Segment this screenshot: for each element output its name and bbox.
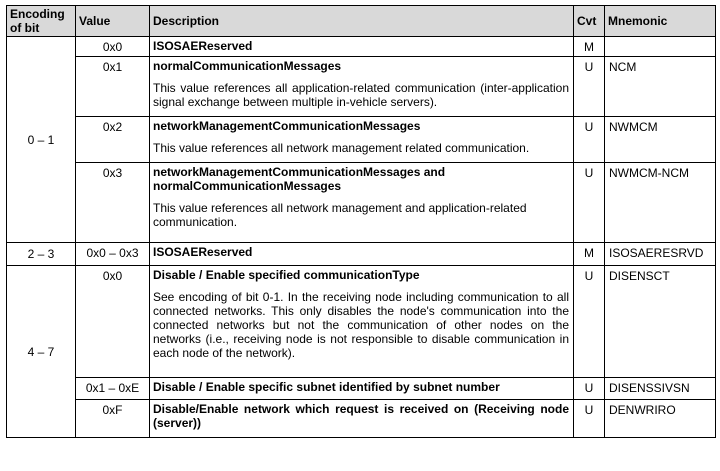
description-cell — [150, 243, 574, 266]
table-row — [7, 400, 716, 438]
description-title: normalCommunicationMessages — [153, 59, 342, 73]
description-cell — [150, 37, 574, 57]
mnemonic-cell: NCM — [605, 57, 716, 117]
description-cell — [150, 378, 574, 400]
mnemonic-cell: DISENSCT — [605, 266, 716, 378]
value-cell: 0xF — [76, 400, 150, 438]
cvt-cell: U — [574, 117, 605, 163]
cvt-cell: U — [574, 163, 605, 243]
value-cell: 0x0 — [76, 37, 150, 57]
header-encoding: Encoding of bit — [7, 6, 76, 37]
description-text: This value references all network management and application-related communication. — [153, 201, 527, 229]
mnemonic-cell: ISOSAERESRVD — [605, 243, 716, 266]
cvt-cell: U — [574, 57, 605, 117]
description-text: This value references all application-related communication (inter-application signal exchange between multiple in-vehicle servers). — [153, 81, 569, 109]
header-row — [7, 6, 716, 37]
description-title: Disable/Enable network which request is received on (Receiving node (server)) — [153, 402, 569, 430]
header-cvt: Cvt — [574, 6, 605, 37]
cvt-cell: U — [574, 378, 605, 400]
header-value: Value — [76, 6, 150, 37]
description-cell — [150, 163, 574, 243]
mnemonic-cell: NWMCM — [605, 117, 716, 163]
description-title: ISOSAEReserved — [153, 39, 253, 53]
encoding-table — [6, 5, 716, 438]
value-cell: 0x0 — [76, 266, 150, 378]
value-cell: 0x0 – 0x3 — [76, 243, 150, 266]
mnemonic-cell: DENWRIRO — [605, 400, 716, 438]
cvt-cell: U — [574, 400, 605, 438]
bit-encoding-cell: 4 – 7 — [7, 266, 76, 438]
description-cell — [150, 266, 574, 378]
header-description: Description — [150, 6, 574, 37]
encoding-table-container — [6, 5, 716, 438]
description-title: networkManagementCommunicationMessages — [153, 119, 421, 133]
description-title: Disable / Enable specified communicationType — [153, 268, 420, 282]
value-cell: 0x2 — [76, 117, 150, 163]
bit-encoding-cell: 0 – 1 — [7, 37, 76, 243]
table-row — [7, 57, 716, 117]
bit-encoding-cell: 2 – 3 — [7, 243, 76, 266]
table-row — [7, 163, 716, 243]
cvt-cell: M — [574, 37, 605, 57]
description-title: Disable / Enable specific subnet identified by subnet number — [153, 380, 500, 394]
value-cell: 0x1 – 0xE — [76, 378, 150, 400]
description-title: ISOSAEReserved — [153, 245, 253, 259]
description-cell — [150, 117, 574, 163]
cvt-cell: U — [574, 266, 605, 378]
mnemonic-cell — [605, 37, 716, 57]
table-row — [7, 266, 716, 378]
description-title: networkManagementCommunicationMessages and normalCommunicationMessages — [153, 165, 446, 193]
description-cell — [150, 400, 574, 438]
table-row — [7, 37, 716, 57]
description-text: See encoding of bit 0-1. In the receiving node including communication to all connected networks. This only disables the node's communication into the connected networks but not the communication of other nodes on the networks (i.e., receiving node is not responsible to disable communication in each node of the network). — [153, 290, 569, 360]
mnemonic-cell: NWMCM-NCM — [605, 163, 716, 243]
table-row — [7, 378, 716, 400]
value-cell: 0x1 — [76, 57, 150, 117]
cvt-cell: M — [574, 243, 605, 266]
table-row — [7, 243, 716, 266]
description-text: This value references all network management related communication. — [153, 141, 530, 155]
value-cell: 0x3 — [76, 163, 150, 243]
table-row — [7, 117, 716, 163]
description-cell — [150, 57, 574, 117]
header-mnemonic: Mnemonic — [605, 6, 716, 37]
mnemonic-cell: DISENSSIVSN — [605, 378, 716, 400]
